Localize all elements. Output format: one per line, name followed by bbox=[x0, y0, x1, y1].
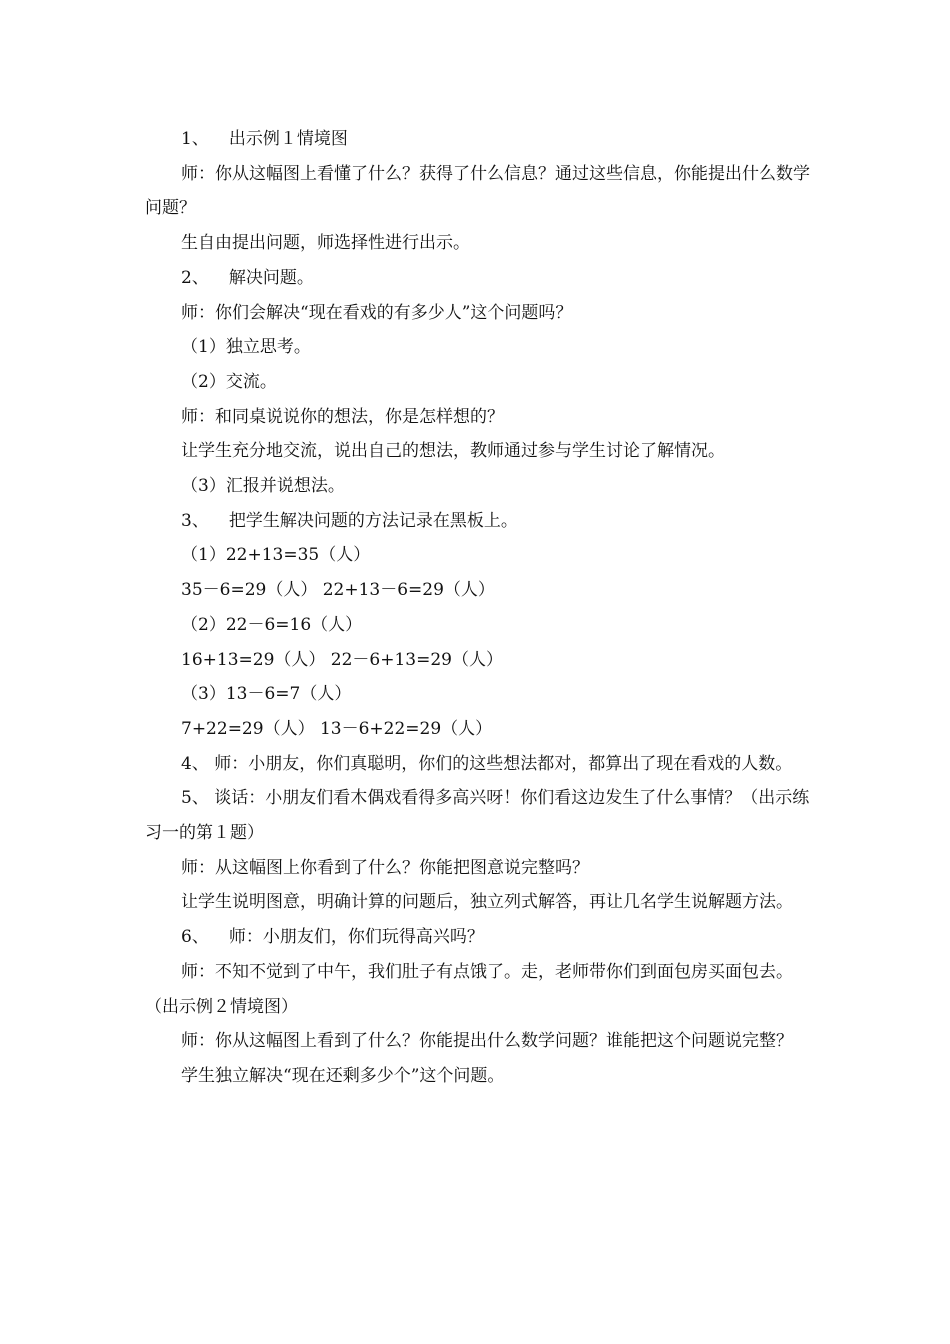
step-number: 6、 bbox=[181, 927, 209, 948]
paragraph: （1）独立思考。 bbox=[181, 337, 311, 358]
equation-line: （2）22－6=16（人） bbox=[181, 614, 363, 635]
step-number: 3、 bbox=[181, 510, 209, 531]
paragraph-step-4: 4、 师：小朋友，你们真聪明，你们的这些想法都对，都算出了现在看戏的人数。 bbox=[181, 753, 793, 774]
step-text: 师：小朋友们，你们玩得高兴吗？ bbox=[228, 927, 484, 948]
paragraph: 师：和同桌说说你的想法，你是怎样想的？ bbox=[181, 406, 504, 427]
paragraph: 让学生说明图意，明确计算的问题后，独立列式解答，再让几名学生说解题方法。 bbox=[181, 892, 793, 913]
paragraph-step-2 bbox=[145, 261, 815, 296]
paragraph: 生自由提出问题，师选择性进行出示。 bbox=[181, 233, 470, 254]
paragraph: 师：从这幅图上你看到了什么？你能把图意说完整吗？ bbox=[181, 857, 589, 878]
paragraph: 师：不知不觉到了中午，我们肚子有点饿了。走，老师带你们到面包房买面包去。（出示例２情境图） bbox=[145, 961, 793, 1017]
paragraph: 学生独立解决“现在还剩多少个”这个问题。 bbox=[181, 1065, 505, 1086]
paragraph: （2）交流。 bbox=[181, 371, 277, 392]
step-text: 解决问题。 bbox=[228, 267, 314, 288]
step-number: 2、 bbox=[181, 267, 209, 288]
paragraph-step-1 bbox=[145, 122, 815, 157]
equation-line: 35－6=29（人） 22+13－6=29（人） bbox=[181, 580, 495, 601]
document-body bbox=[145, 122, 815, 1094]
equation-line: 16+13=29（人） 22－6+13=29（人） bbox=[181, 649, 503, 670]
equation-line: 7+22=29（人） 13－6+22=29（人） bbox=[181, 718, 493, 739]
paragraph-step-5: 5、 谈话：小朋友们看木偶戏看得多高兴呀！你们看这边发生了什么事情？（出示练习一的第１题） bbox=[145, 788, 810, 844]
paragraph: 师：你们会解决“现在看戏的有多少人”这个问题吗？ bbox=[181, 302, 573, 323]
step-text: 把学生解决问题的方法记录在黑板上。 bbox=[228, 510, 518, 531]
equation-line: （3）13－6=7（人） bbox=[181, 684, 352, 705]
paragraph-step-6 bbox=[145, 920, 815, 955]
paragraph-step-3 bbox=[145, 504, 815, 539]
equation-line: （1）22+13=35（人） bbox=[181, 545, 371, 566]
paragraph: 师：你从这幅图上看到了什么？你能提出什么数学问题？谁能把这个问题说完整？ bbox=[181, 1031, 793, 1052]
step-text: 出示例１情境图 bbox=[228, 129, 348, 149]
step-number: 1、 bbox=[181, 129, 209, 149]
paragraph: 师：你从这幅图上看懂了什么？获得了什么信息？通过这些信息，你能提出什么数学问题？ bbox=[145, 163, 810, 219]
paragraph: （3）汇报并说想法。 bbox=[181, 476, 345, 497]
paragraph: 让学生充分地交流，说出自己的想法，教师通过参与学生讨论了解情况。 bbox=[181, 441, 725, 462]
